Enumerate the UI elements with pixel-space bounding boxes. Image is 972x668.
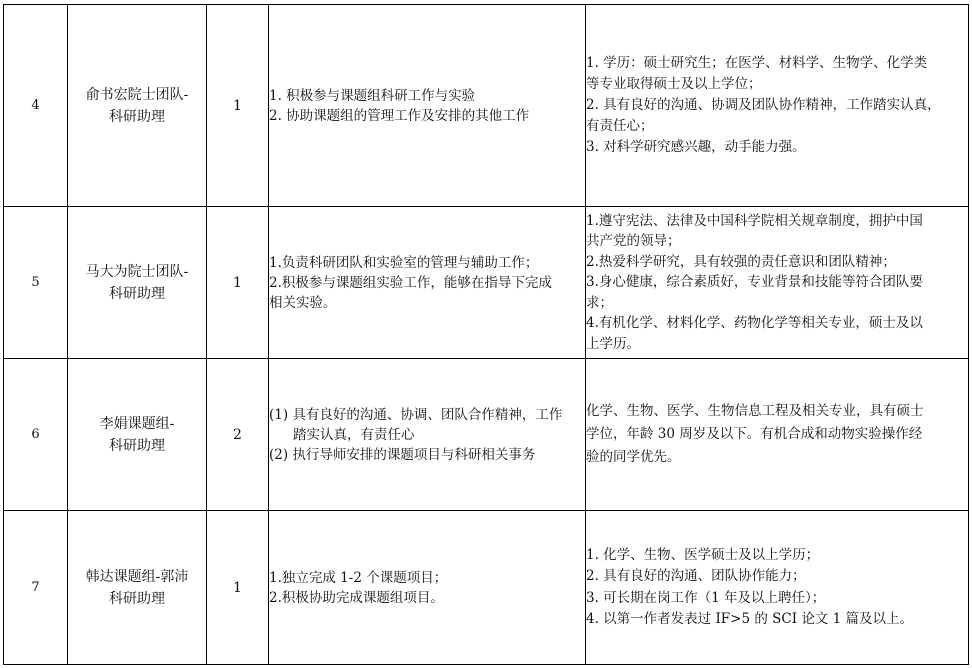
requirement-line: 求；: [586, 294, 613, 311]
duty-line: (1) 具有良好的沟通、协调、团队合作精神，工作: [269, 406, 563, 423]
duty-line: 踏实认真，有责任心: [293, 426, 415, 443]
requirement-line: 3.身心健康，综合素质好，专业背景和技能等符合团队要: [586, 274, 923, 291]
requirement-line: 1.遵守宪法、法律及中国科学院相关规章制度，拥护中国: [586, 212, 923, 229]
duty-line: 相关实验。: [269, 294, 337, 311]
duties-cell: [269, 359, 586, 511]
requirement-line: 共产党的领导；: [586, 233, 681, 250]
table-row: [4, 359, 969, 511]
requirement-line: 1. 学历：硕士研究生；在医学、材料学、生物学、化学类: [586, 55, 928, 71]
requirement-line: 1. 化学、生物、医学硕士及以上学历；: [586, 546, 820, 563]
requirements-cell: [586, 511, 969, 665]
recruitment-table: [3, 4, 969, 665]
requirement-line: 2. 具有良好的沟通、团队协作能力；: [586, 568, 806, 584]
requirements-cell: [586, 359, 969, 511]
requirement-line: 学位，年龄 30 周岁及以下。有机合成和动物实验操作经: [586, 426, 923, 442]
position-cell: [68, 511, 207, 665]
requirement-line: 验的同学优先。: [586, 449, 681, 465]
position-line: 科研助理: [109, 437, 165, 454]
position-cell: [68, 207, 207, 359]
row-number: 5: [4, 207, 68, 359]
headcount: 2: [207, 359, 269, 511]
requirement-line: 有责任心；: [586, 118, 654, 134]
position-line: 科研助理: [109, 108, 165, 125]
duties-cell: [269, 511, 586, 665]
headcount: 1: [207, 5, 269, 207]
headcount: 1: [207, 207, 269, 359]
position-cell: [68, 5, 207, 207]
position-line: 马大为院士团队-: [85, 263, 189, 280]
duty-line: 2.积极协助完成课题组项目。: [269, 589, 444, 606]
requirement-line: 上学历。: [586, 335, 640, 352]
table-row: [4, 5, 969, 207]
requirements-cell: [586, 207, 969, 359]
duty-line: 1.负责科研团队和实验室的管理与辅助工作；: [269, 254, 539, 271]
requirement-line: 4.有机化学、材料化学、药物化学等相关专业，硕士及以: [586, 315, 923, 332]
requirement-line: 2.热爱科学研究，具有较强的责任意识和团队精神；: [586, 253, 896, 270]
duty-line: (2) 执行导师安排的课题项目与科研相关事务: [269, 446, 536, 463]
position-line: 李娟课题组-: [99, 415, 175, 432]
row-number: 7: [4, 511, 68, 665]
requirements-cell: [586, 5, 969, 207]
duty-line: 2. 协助课题组的管理工作及安排的其他工作: [269, 107, 530, 124]
position-line: 科研助理: [109, 590, 165, 607]
requirement-line: 4. 以第一作者发表过 IF>5 的 SCI 论文 1 篇及以上。: [586, 611, 914, 627]
duty-line: 1.独立完成 1-2 个课题项目；: [269, 569, 448, 586]
requirement-line: 等专业取得硕士及以上学位；: [586, 76, 762, 92]
duty-line: 1. 积极参与课题组科研工作与实验: [269, 87, 476, 104]
requirement-line: 化学、生物、医学、生物信息工程及相关专业，具有硕士: [586, 403, 924, 419]
duties-cell: [269, 207, 586, 359]
position-line: 韩达课题组-郭沛: [85, 568, 189, 585]
position-cell: [68, 359, 207, 511]
row-number: 4: [4, 5, 68, 207]
requirement-line: 3. 可长期在岗工作（1 年及以上聘任）；: [586, 589, 826, 606]
position-line: 科研助理: [109, 285, 165, 302]
table-row: [4, 207, 969, 359]
table-row: [4, 511, 969, 665]
headcount: 1: [207, 511, 269, 665]
requirement-line: 2. 具有良好的沟通、协调及团队协作精神，工作踏实认真，: [586, 97, 941, 113]
duties-cell: [269, 5, 586, 207]
row-number: 6: [4, 359, 68, 511]
duty-line: 2.积极参与课题组实验工作，能够在指导下完成: [269, 274, 552, 291]
position-line: 俞书宏院士团队-: [85, 86, 189, 103]
requirement-line: 3. 对科学研究感兴趣，动手能力强。: [586, 139, 806, 155]
